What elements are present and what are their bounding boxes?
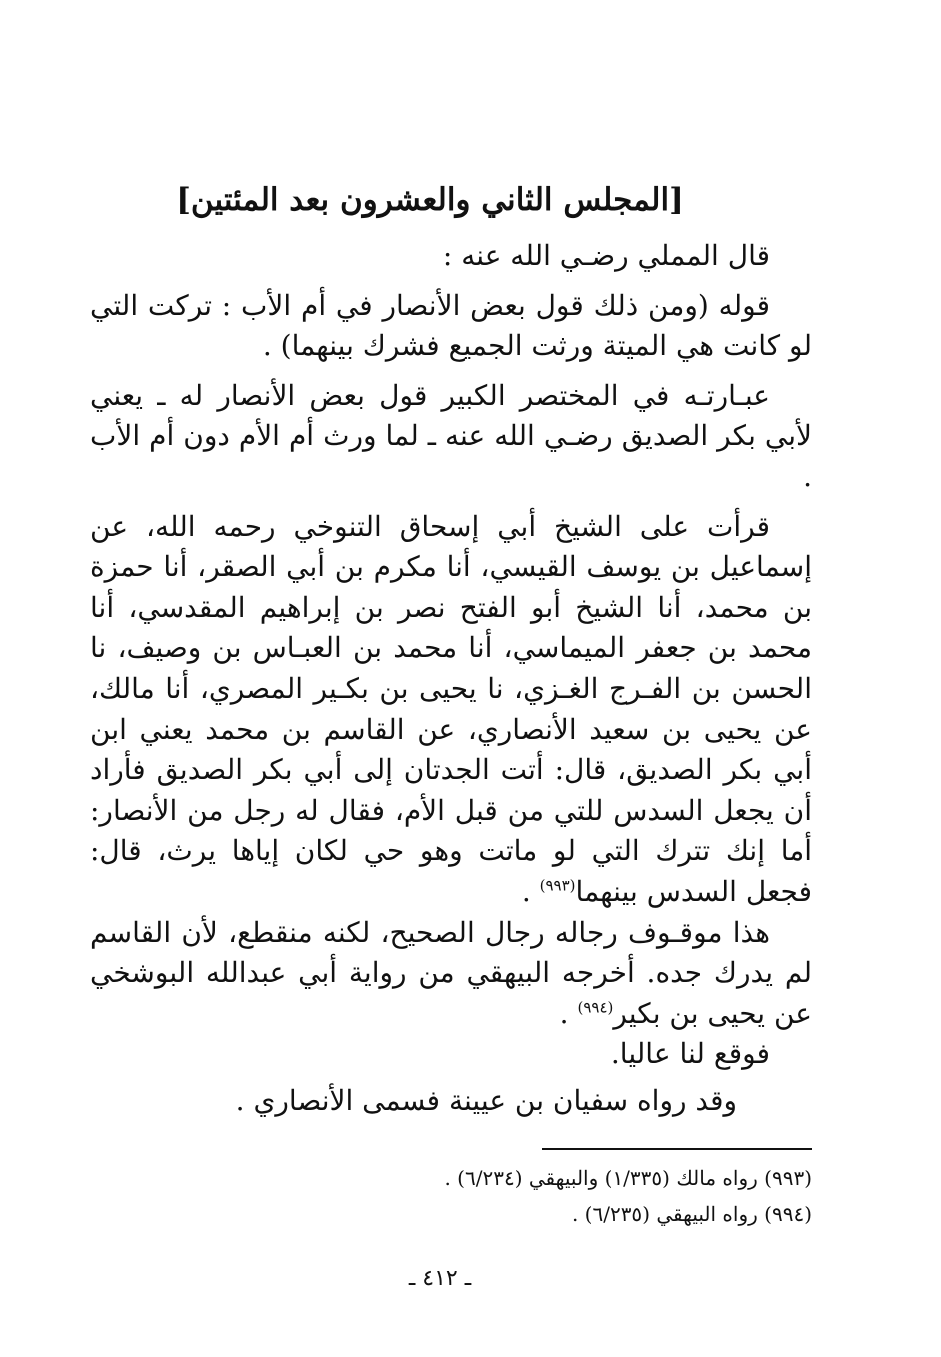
- main-text: [90, 236, 812, 1121]
- grading-text: هذا موقـوف رجاله رجال الصحيح، لكنه منقطع، لأن القاسم لم يدرك جده. أخرجه البيهقي من رواية أبي عبدالله البوشخي عن يحيى بن بكير: [90, 915, 812, 1030]
- paragraph-remark: فوقع لنا عاليا.: [610, 1037, 770, 1071]
- paragraph-explanation: عبـارتـه في المختصر الكبير قول بعض الأنصار له ـ يعني لأبي بكر الصديق رضـي الله عنه ـ لما ورث أم الأم دون أم الأب .: [90, 378, 812, 493]
- paragraph-closing: وقد رواه سفيان بن عيينة فسمى الأنصاري .: [235, 1083, 737, 1117]
- paragraph-opening: قال المملي رضـي الله عنه :: [442, 239, 770, 272]
- paragraph-grading: [90, 913, 812, 1035]
- page-number: ـ ٤١٢ ـ: [408, 1266, 472, 1291]
- section-heading: [المجلس الثاني والعشرون بعد المئتين]: [176, 182, 684, 218]
- footnote-ref-994: (٩٩٤): [577, 998, 614, 1017]
- narration-end: .: [521, 874, 531, 908]
- paragraph-quote: قوله (ومن ذلك قول بعض الأنصار في أم الأب : تركت التي لو كانت هي الميتة ورثت الجميع فشرك بينهما) .: [90, 288, 812, 363]
- grading-end: .: [559, 996, 569, 1030]
- footnote-994: (٩٩٤) رواه البيهقي (٦/٢٣٥) .: [571, 1202, 812, 1226]
- footnote-ref-993: (٩٩٣): [539, 876, 576, 895]
- narration-text: قرأت على الشيخ أبي إسحاق التنوخي رحمه الله، عن إسماعيل بن يوسف القيسي، أنا مكرم بن أبي الصقر، أنا حمزة بن محمد، أنا الشيخ أبو الفتح نصر بن إبراهيم المقدسي، أنا محمد بن جعفر الميماسي، أنا محمد بن العبـاس بن وصيف، نا الحسن بن الفـرج الغـزي، نا يحيى بن بكـير المصري، أنا مالك، عن يحيى بن سعيد الأنصاري، عن القاسم بن محمد يعني ابن أبي بكر الصديق، قال: أتت الجدتان إلى أبي بكر الصديق فأراد أن يجعل السدس للتي من قبل الأم، فقال له رجل من الأنصار: أما إنك تترك التي لو ماتت وهو حي لكان إياها يرث، قال: فجعل السدس بينهما: [90, 509, 812, 908]
- footnote-divider: [542, 1148, 812, 1150]
- footnote-993: (٩٩٣) رواه مالك (١/٣٣٥) والبيهقي (٦/٢٣٤) .: [444, 1166, 812, 1190]
- paragraph-narration: [90, 507, 812, 913]
- footnotes: [300, 1160, 812, 1232]
